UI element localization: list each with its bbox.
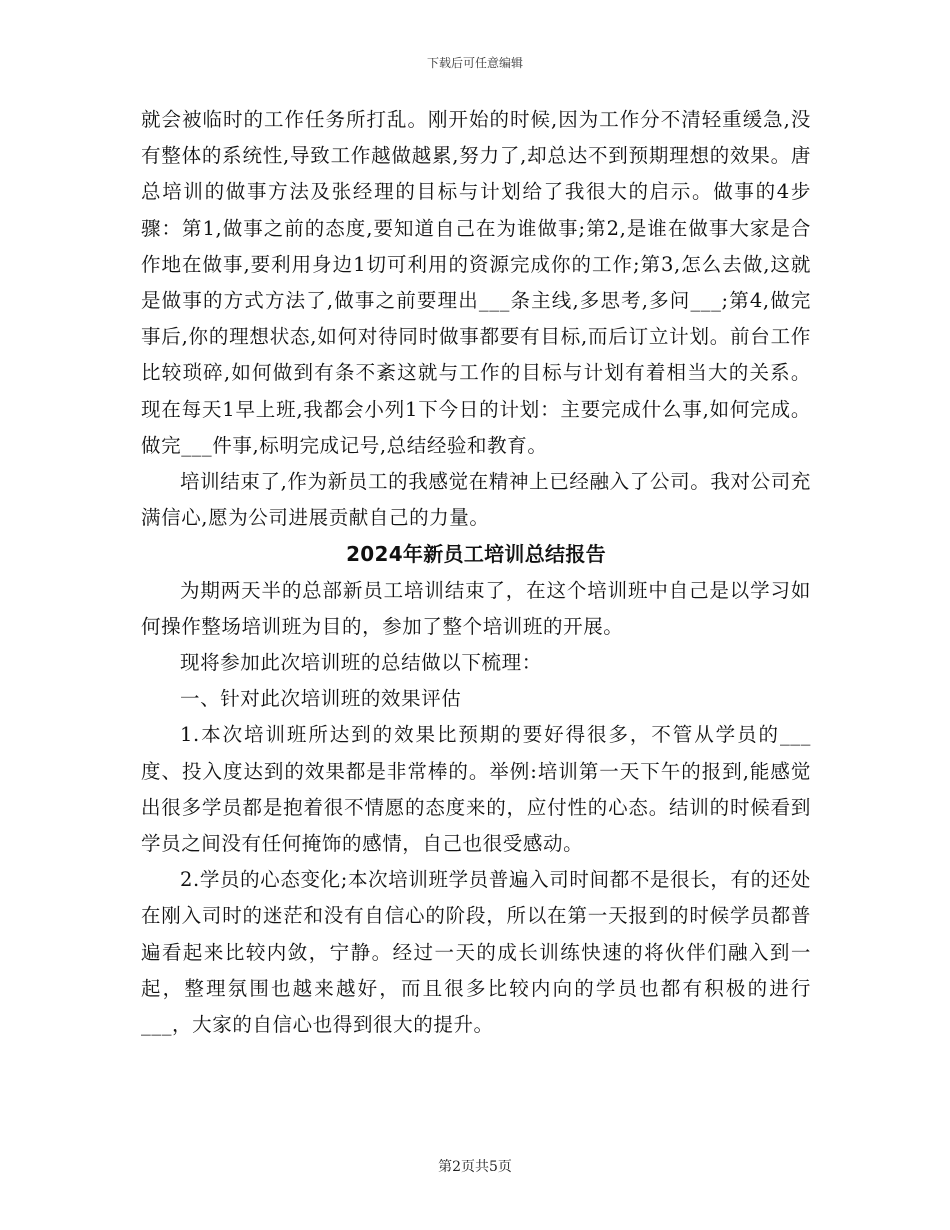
- document-body: [141, 102, 811, 1043]
- paragraph-point-2: 2.学员的心态变化;本次培训班学员普遍入司时间都不是很长，有的还处在刚入司时的迷茫和没有自信心的阶段，所以在第一天报到的时候学员都普遍看起来比较内敛，宁静。经过一天的成长训练快速的将伙伴们融入到一起，整理氛围也越来越好，而且很多比较内向的学员也都有积极的进行___，大家的自信心也得到很大的提升。: [141, 868, 811, 1037]
- paragraph-intro: 为期两天半的总部新员工培训结束了，在这个培训班中自己是以学习如何操作整场培训班为目的，参加了整个培训班的开展。: [141, 578, 811, 638]
- section-heading-evaluation: 一、针对此次培训班的效果评估: [180, 687, 462, 711]
- paragraph-summary-lead: 现将参加此次培训班的总结做以下梳理：: [180, 651, 542, 675]
- paragraph-conclusion: 培训结束了,作为新员工的我感觉在精神上已经融入了公司。我对公司充满信心,愿为公司进展贡献自己的力量。: [141, 470, 811, 530]
- page-header: 下载后可任意编辑: [426, 56, 523, 70]
- paragraph-continuation: 就会被临时的工作任务所打乱。刚开始的时候,因为工作分不清轻重缓急,没有整体的系统性,导致工作越做越累,努力了,却总达不到预期理想的效果。唐总培训的做事方法及张经理的目标与计划给了我很大的启示。做事的4步骤：第1,做事之前的态度,要知道自己在为谁做事;第2,是谁在做事大家是合作地在做事,要利用身边1切可利用的资源完成你的工作;第3,怎么去做,这就是做事的方式方法了,做事之前要理出___条主线,多思考,多问___;第4,做完事后,你的理想状态,如何对待同时做事都要有目标,而后订立计划。前台工作比较琐碎,如何做到有条不紊这就与工作的目标与计划有着相当大的关系。现在每天1早上班,我都会小列1下今日的计划：主要完成什么事,如何完成。做完___件事,标明完成记号,总结经验和教育。: [141, 108, 811, 457]
- paragraph-point-1: 1.本次培训班所达到的效果比预期的要好得很多，不管从学员的___度、投入度达到的效果都是非常棒的。举例:培训第一天下午的报到,能感觉出很多学员都是抱着很不情愿的态度来的，应付性的心态。结训的时候看到学员之间没有任何掩饰的感情，自己也很受感动。: [141, 723, 811, 856]
- section-title: 2024年新员工培训总结报告: [346, 542, 606, 567]
- page-footer: 第2页共5页: [438, 1159, 512, 1175]
